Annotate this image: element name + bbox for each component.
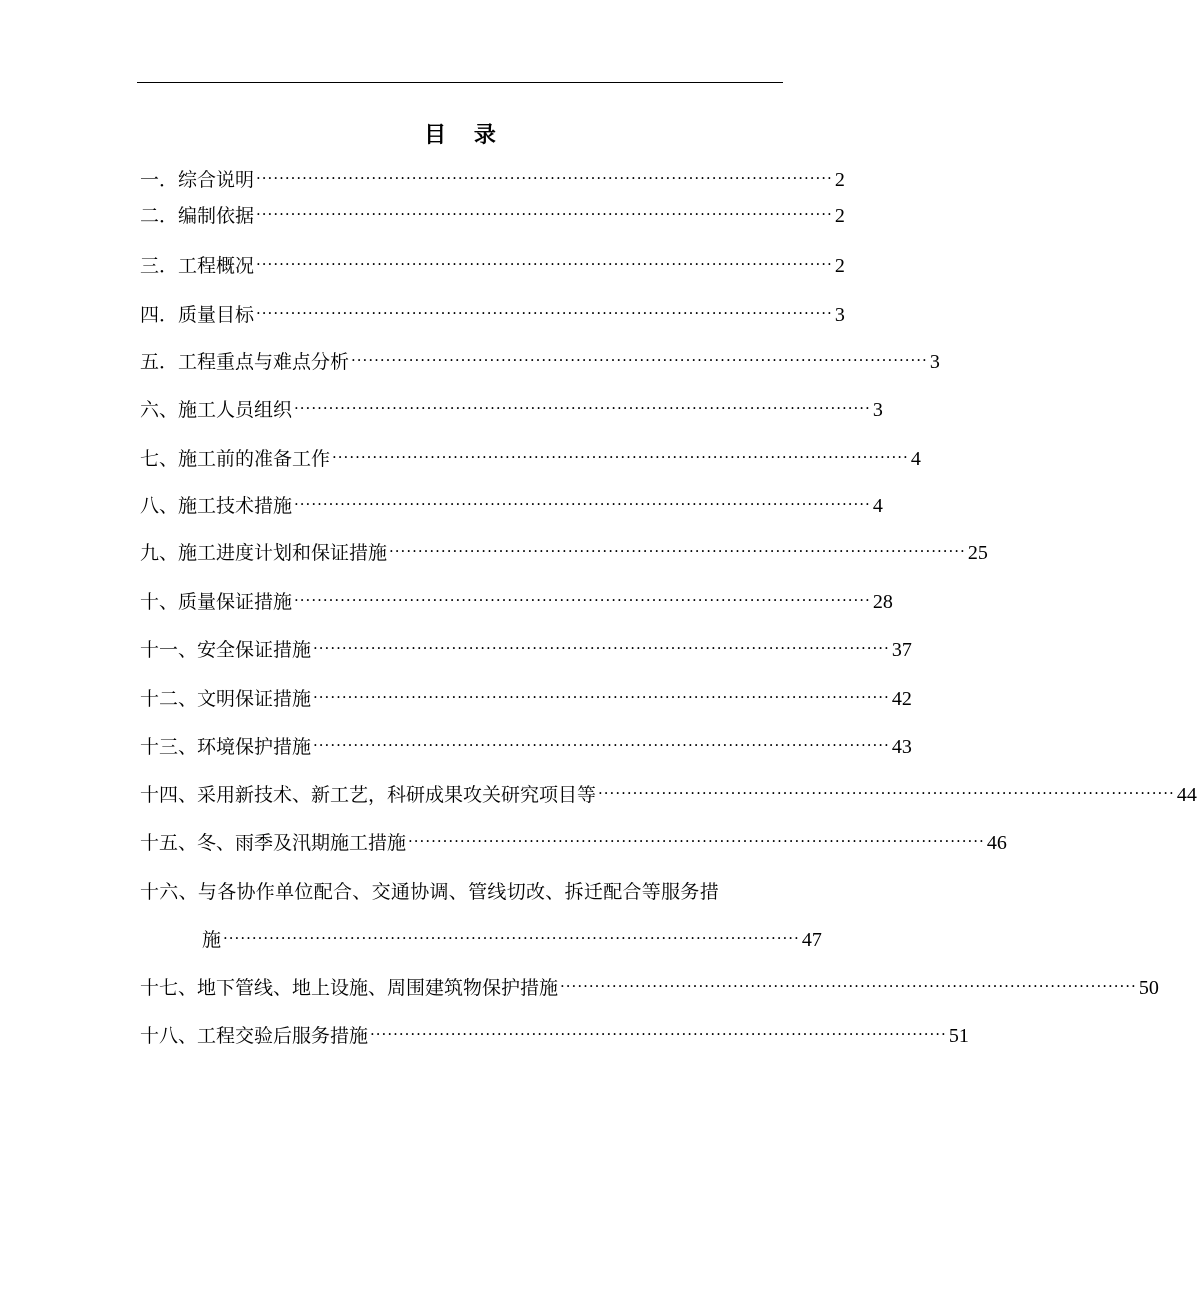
dot-leader: ···································································································· <box>256 255 833 273</box>
toc-entry-label: 十、质量保证措施 <box>140 591 293 613</box>
toc-entry-label: 十七、地下管线、地上设施、周围建筑物保护措施 <box>140 977 559 999</box>
toc-entry-page: 46 <box>986 832 1007 854</box>
toc-entry[interactable] <box>140 300 845 330</box>
toc-entry-page: 43 <box>891 736 912 758</box>
toc-entry-label: 十五、冬、雨季及汛期施工措施 <box>140 832 407 854</box>
toc-entry-page: 4 <box>910 448 921 470</box>
toc-entry-label: 四．质量目标 <box>140 304 255 326</box>
toc-entry-label: 十三、环境保护措施 <box>140 736 312 758</box>
toc-entry-label: 六、施工人员组织 <box>140 399 293 421</box>
dot-leader: ···································································································· <box>332 448 909 466</box>
dot-leader: ···································································································· <box>370 1025 947 1043</box>
toc-entry[interactable] <box>140 780 1197 810</box>
toc-entry-page: 47 <box>801 929 822 951</box>
toc-entry[interactable] <box>140 395 883 425</box>
dot-leader: ···································································································· <box>294 591 871 609</box>
dot-leader: ···································································································· <box>313 688 890 706</box>
toc-entry[interactable] <box>140 973 1159 1003</box>
dot-leader: ···································································································· <box>313 736 890 754</box>
toc-entry-page: 51 <box>948 1025 969 1047</box>
toc-entry[interactable] <box>140 684 912 714</box>
toc-entry-page: 2 <box>834 169 845 191</box>
toc-entry[interactable] <box>140 491 883 521</box>
toc-entry-page: 25 <box>967 542 988 564</box>
dot-leader: ···································································································· <box>408 832 985 850</box>
toc-entry-label-continuation: 施 <box>202 929 222 951</box>
toc-entry[interactable] <box>140 444 921 474</box>
toc-entry[interactable] <box>140 538 988 568</box>
toc-entry-page: 2 <box>834 205 845 227</box>
dot-leader: ···································································································· <box>294 399 871 417</box>
toc-entry-page: 2 <box>834 255 845 277</box>
toc-entry[interactable] <box>140 251 845 281</box>
toc-entry[interactable] <box>140 635 912 665</box>
toc-title: 目 录 <box>424 122 506 148</box>
dot-leader: ···································································································· <box>598 784 1175 802</box>
toc-entry-page: 42 <box>891 688 912 710</box>
toc-entry-label: 七、施工前的准备工作 <box>140 448 331 470</box>
toc-entry-label: 十六、与各协作单位配合、交通协调、管线切改、拆迁配合等服务措 <box>140 881 720 903</box>
dot-leader: ···································································································· <box>560 977 1137 995</box>
toc-entry-page: 28 <box>872 591 893 613</box>
toc-entry-label: 八、施工技术措施 <box>140 495 293 517</box>
toc-entry[interactable] <box>140 201 845 231</box>
header-rule <box>137 82 783 83</box>
toc-entry-label: 十八、工程交验后服务措施 <box>140 1025 369 1047</box>
toc-entry-label: 十四、采用新技术、新工艺，科研成果攻关研究项目等 <box>140 784 597 806</box>
toc-entry[interactable] <box>140 347 940 377</box>
toc-entry-label: 五．工程重点与难点分析 <box>140 351 350 373</box>
dot-leader: ···································································································· <box>294 495 871 513</box>
dot-leader: ···································································································· <box>256 304 833 322</box>
toc-entry[interactable] <box>140 165 845 195</box>
toc-entry[interactable] <box>140 828 1007 858</box>
toc-entry-label: 一．综合说明 <box>140 169 255 191</box>
toc-entry-continuation[interactable] <box>202 925 822 955</box>
toc-entry-page: 4 <box>872 495 883 517</box>
dot-leader: ···································································································· <box>256 169 833 187</box>
dot-leader: ···································································································· <box>256 205 833 223</box>
dot-leader: ···································································································· <box>389 542 966 560</box>
toc-entry-page: 3 <box>834 304 845 326</box>
toc-entry-page: 3 <box>872 399 883 421</box>
toc-entry-label: 三．工程概况 <box>140 255 255 277</box>
dot-leader: ···································································································· <box>313 639 890 657</box>
toc-entry[interactable] <box>140 1021 969 1051</box>
dot-leader: ···································································································· <box>351 351 928 369</box>
dot-leader: ···································································································· <box>223 929 800 947</box>
toc-entry-page: 44 <box>1176 784 1197 806</box>
toc-entry-label: 十二、文明保证措施 <box>140 688 312 710</box>
toc-entry-label: 九、施工进度计划和保证措施 <box>140 542 388 564</box>
toc-entry[interactable] <box>140 732 912 762</box>
toc-entry[interactable] <box>140 587 893 617</box>
toc-entry-label: 十一、安全保证措施 <box>140 639 312 661</box>
toc-entry-page: 50 <box>1138 977 1159 999</box>
toc-entry-page: 3 <box>929 351 940 373</box>
toc-entry-page: 37 <box>891 639 912 661</box>
toc-entry[interactable] <box>140 877 780 907</box>
toc-entry-label: 二．编制依据 <box>140 205 255 227</box>
